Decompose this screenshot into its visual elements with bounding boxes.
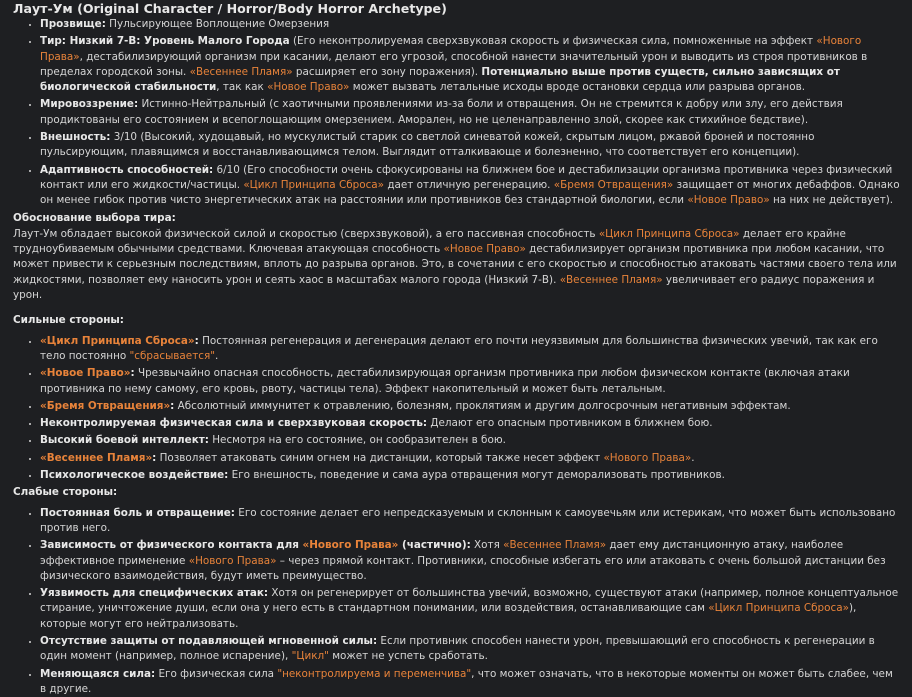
text-run: делает его крайне трудноубиваемым обычными средствами. Ключевая атакующая способность (13, 227, 846, 256)
text-run: Его физическая сила (155, 667, 278, 680)
text-run: Если противник способен нанести урон, превышающий его способность к регенерации в один момент (например, полное испарение), (40, 634, 875, 663)
stat-item-text (106, 18, 329, 30)
text-run: Потенциально выше против существ, сильно зависящих от биологической стабильности (40, 65, 840, 94)
strength-item-label: «Новое Право»: (40, 367, 135, 380)
stat-item-label: Тир: Низкий 7-B: Уровень Малого Города (40, 35, 290, 48)
highlighted-term: «Цикл Принципа Сброса» (243, 178, 385, 191)
highlighted-term: "сбрасывается" (129, 349, 215, 362)
stat-item (40, 163, 900, 209)
strength-item-label: Неконтролируемая физическая сила и сверхзвуковая скорость: (40, 417, 428, 430)
text-run: Хотя (470, 539, 504, 552)
highlighted-term: «Весеннее Пламя» (189, 65, 293, 78)
stat-item-label: Мировоззрение: (40, 98, 139, 111)
page-title: Лаут-Ум (Original Character / Horror/Body Horror Archetype) (13, 1, 447, 16)
text-run: дестабилизирует организм противника при любом касании, что может привести к серьезным последствиям, вплоть до разрыва органов. Это, в сочетании с его скоростью и способностью атаковать частями своего тела или жидкостями, позволяет ему наносить урон и сеять хаос в масштабах малого города (Низкий 7-B). (13, 243, 897, 286)
highlighted-term: «Весеннее Пламя» (503, 539, 607, 552)
weakness-item (40, 538, 900, 584)
weakness-item (40, 634, 900, 665)
highlighted-term: «Бремя Отвращения» (553, 178, 674, 191)
weakness-item-label: Меняющаяся сила: (40, 667, 156, 680)
text-run: Абсолютный иммунитет к отравлению, болезням, проклятиям и другим долгосрочным негативным эффектам. (174, 399, 791, 412)
stat-item-label: Адаптивность способностей: (40, 163, 214, 176)
highlighted-term: «Весеннее Пламя» (559, 273, 663, 286)
text-run: на них не действует). (769, 194, 894, 207)
text-run: 3/10 (Высокий, худощавый, но мускулистый старик со светлой синеватой кожей, скрытым лицом, ржавой броней и постоянно пульсирующим, плавящимся и восстанавливающимся телом. Выглядит отталкивающе и болезненно, что соответствует его концепции). (40, 131, 815, 159)
stats-list (13, 17, 900, 209)
highlighted-term: "Цикл" (291, 650, 329, 663)
strength-item-text (228, 469, 725, 481)
weakness-item-text (40, 668, 893, 695)
strength-item (40, 433, 900, 448)
text-run: (Его неконтролируемая сверхзвуковая скорость и физическая сила, помноженные на эффект (289, 35, 817, 48)
strength-item-label: «Цикл Принципа Сброса»: (40, 334, 199, 347)
strength-item (40, 334, 900, 365)
stat-item-text (40, 98, 843, 125)
text-run: может не успеть сработать. (328, 650, 488, 663)
text-run: Позволяет атаковать синим огнем на дистанции, который также несет эффект (156, 451, 604, 464)
highlighted-term: «Нового Права» (40, 35, 862, 63)
weaknesses-heading: Слабые стороны: (13, 486, 118, 499)
strength-item (40, 399, 900, 414)
weakness-item (40, 506, 900, 537)
stat-item (40, 130, 900, 161)
strength-item-label: «Бремя Отвращения»: (40, 399, 175, 412)
highlighted-term: «Цикл Принципа Сброса» (598, 227, 740, 240)
text-run: дает ему дистанционную атаку, наиболее эффективное применение (40, 539, 844, 567)
text-run: ), которые могут его нейтрализовать. (40, 602, 857, 630)
text-run: увеличивает его радиус поражения и урон. (13, 273, 875, 302)
text-run: , что может означать, что в некоторые моменты он может быть слабее, чем в другие. (40, 667, 893, 695)
text-run: . (691, 451, 695, 464)
weakness-item-label: Постоянная боль и отвращение: (40, 506, 235, 519)
strength-item-text (40, 367, 850, 394)
highlighted-term: «Нового Права» (188, 554, 277, 567)
text-run: Несмотря на его состояние, он сообразителен в бою. (208, 434, 506, 447)
justification-heading: Обоснование выбора тира: (13, 211, 176, 224)
text-run: Его состояние делает его непредсказуемым и склонным к самоувечьям или истерикам, что может быть использовано против него. (40, 506, 896, 534)
strength-item-label: Высокий боевой интеллект: (40, 434, 209, 447)
strength-item (40, 366, 900, 397)
stat-item-label: Прозвище: (40, 18, 106, 30)
justification-paragraph (13, 227, 900, 303)
text-run: Постоянная регенерация и дегенерация делают его почти неуязвимым для большинства физических увечий, так как его тело постоянно (40, 334, 878, 362)
text-run: – через прямой контакт. Противники, способные избегать его или атаковать с очень большой дистанции без физического взаимодействия, будут иметь преимущество. (40, 554, 886, 582)
text-run: Его внешность, поведение и сама аура отвращения могут деморализовать противников. (228, 469, 725, 482)
strength-item (40, 416, 900, 431)
strengths-list (13, 334, 900, 484)
highlighted-term: «Нового Права» (603, 451, 692, 464)
text-run: расширяет его зону поражения). (292, 65, 482, 78)
text-run: . (215, 349, 219, 362)
strength-item-label: Психологическое воздействие: (40, 469, 229, 482)
text-run: , так как (216, 81, 268, 94)
text-run: Пульсирующее Воплощение Омерзения (105, 18, 330, 30)
text-run: защищает от многих дебаффов. Однако он менее гибок против чисто энергетических атак на расстоянии или противников без стандартной биологии, если (40, 178, 900, 207)
stat-item-label: Внешность: (40, 131, 111, 144)
weakness-item (40, 586, 900, 632)
weakness-item-label: Уязвимость для специфических атак: (40, 587, 269, 600)
strength-item-text (156, 452, 694, 464)
stat-item (40, 34, 900, 95)
highlighted-term: «Новое Право» (687, 194, 770, 207)
text-run: Лаут-Ум обладает высокой физической силой и скоростью (сверхзвуковой), а его пассивная способность (13, 227, 599, 240)
strength-item (40, 468, 900, 483)
strength-item-text (209, 434, 506, 446)
strength-item (40, 451, 900, 466)
weakness-item-label: Отсутствие защиты от подавляющей мгновенной силы: (40, 634, 378, 647)
text-run: дает отличную регенерацию. (384, 178, 554, 191)
highlighted-term: «Цикл Принципа Сброса» (708, 602, 849, 615)
weakness-item (40, 667, 900, 697)
stat-item-text (40, 131, 814, 158)
weaknesses-list (13, 506, 900, 697)
stat-item (40, 97, 900, 128)
text-run: Делают его опасным противником в ближнем бою. (427, 417, 713, 430)
text-run: может вызвать летальные исходы вроде остановки сердца или разрыва органов. (349, 81, 805, 94)
text-run: Чрезвычайно опасная способность, дестабилизирующая организм противника при любом физическом контакте (включая атаки противника по нему самому, его кровь, рвоту, частицы тела). Эффект накопительный и может быть летальным. (40, 367, 850, 395)
highlighted-term: «Новое Право» (443, 243, 526, 256)
text-run: 6/10 (Его способности очень сфокусированы на ближнем бое и дестабилизации организма противника через физический контакт или его жидкости/частицы. (40, 163, 893, 191)
strengths-heading: Сильные стороны: (13, 314, 124, 327)
text-run: Истинно-Нейтральный (с хаотичными проявлениями из-за боли и отвращения. Он не стремится к добру или злу, его действия продиктованы его состоянием и всепоглощающим омерзением. Аморален, но не целенаправленно злой, скорее как стихийное бедствие). (40, 98, 843, 126)
strength-item-label: «Весеннее Пламя»: (40, 451, 157, 464)
text-run: Хотя он регенерирует от большинства увечий, возможно, существуют атаки (например, полное концептуальное стирание, уничтожение души, если она у него есть в стандартном понимании, или воздействия, останавливающие сам (40, 587, 899, 615)
highlighted-term: «Новое Право» (267, 81, 350, 94)
strength-item-text (427, 417, 713, 429)
highlighted-term: "неконтролируема и переменчива" (277, 667, 472, 680)
weakness-item-label: Зависимость от физического контакта для «Нового Права» (частично): (40, 539, 471, 552)
text-run: , дестабилизирующий организм при касании, делают его угрозой, способной нанести значительный урон и выводить из строя противников в пределах городской зоны. (40, 50, 868, 78)
stat-item (40, 17, 900, 32)
strength-item-text (174, 400, 790, 412)
